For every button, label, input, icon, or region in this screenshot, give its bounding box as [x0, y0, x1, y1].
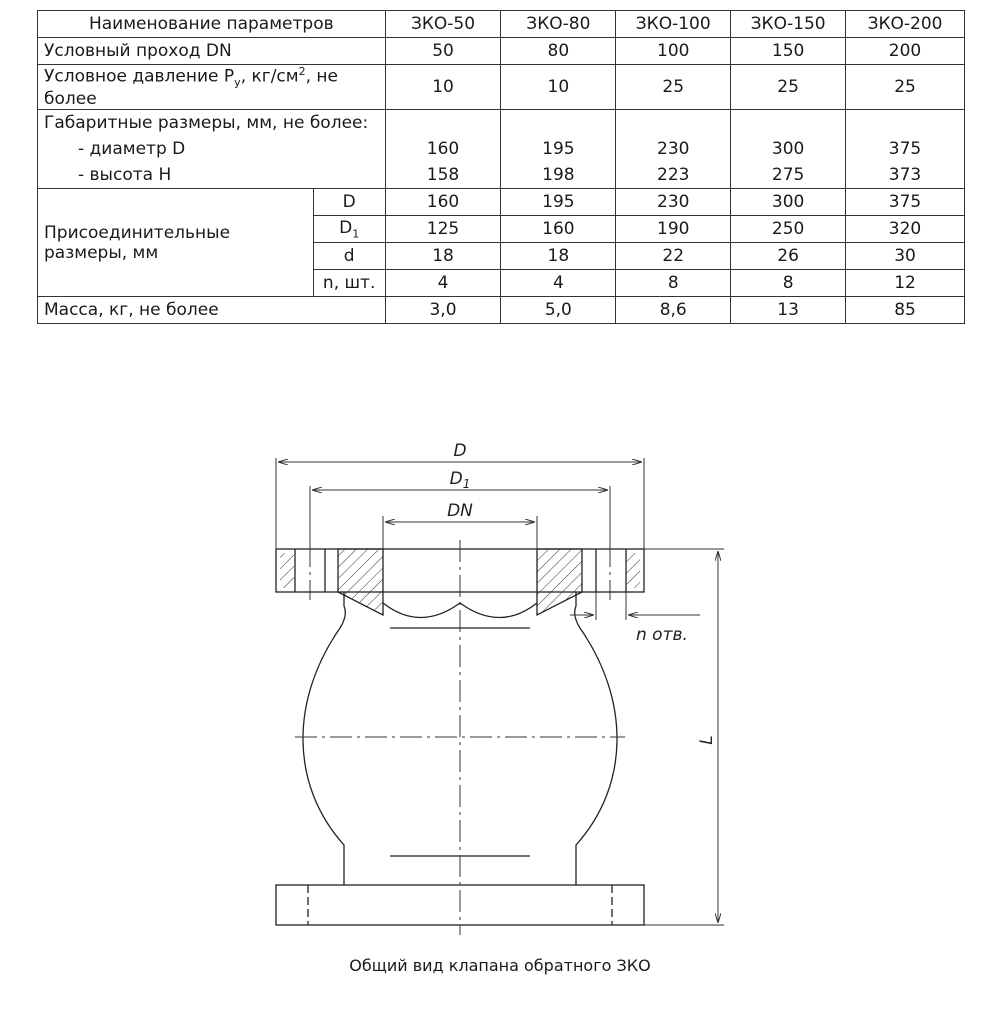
cell: 80 — [501, 38, 616, 65]
dim-D-label: D — [453, 441, 467, 461]
cell: 100 — [616, 38, 731, 65]
cell: 10 — [385, 65, 501, 110]
cell: 26 — [731, 243, 846, 270]
cell: 12 — [846, 270, 965, 297]
row-label: Условное давление $P_у$, $кг/см^2$, не более — [38, 65, 386, 110]
table-row — [38, 38, 965, 65]
cell: 320 — [846, 216, 965, 243]
table-row — [38, 65, 965, 110]
table-row — [38, 189, 965, 216]
cell: 375 373 — [846, 110, 965, 189]
model-header: ЗКО-200 — [846, 11, 965, 38]
sub-label: $D_1$ — [313, 216, 385, 243]
cell: 250 — [731, 216, 846, 243]
cell: 195 — [501, 189, 616, 216]
dim-L-label: L — [697, 735, 717, 745]
param-header: Наименование параметров — [38, 11, 386, 38]
cell: 200 — [846, 38, 965, 65]
cell: 50 — [385, 38, 501, 65]
cell: 25 — [616, 65, 731, 110]
sub-label: d — [313, 243, 385, 270]
sub-label: n, шт. — [313, 270, 385, 297]
dimension-lines — [276, 458, 724, 925]
row-label: Присоединительные размеры, мм — [38, 189, 314, 297]
cell: 230 — [616, 189, 731, 216]
cell: 300 275 — [731, 110, 846, 189]
cell: 3,0 — [385, 297, 501, 324]
cell: 18 — [385, 243, 501, 270]
caption: Общий вид клапана обратного ЗКО — [349, 956, 651, 975]
cell: 160 — [385, 189, 501, 216]
table-row — [38, 110, 965, 189]
cell: 4 — [385, 270, 501, 297]
cell: 18 — [501, 243, 616, 270]
cell: 160 158 — [385, 110, 501, 189]
dimension-labels — [447, 441, 717, 745]
dim-D1-label: $D_1$ — [449, 469, 471, 491]
model-header: ЗКО-150 — [731, 11, 846, 38]
header-row — [38, 11, 965, 38]
model-header: ЗКО-80 — [501, 11, 616, 38]
sub-label: D — [313, 189, 385, 216]
model-header: ЗКО-50 — [385, 11, 501, 38]
cell: 25 — [846, 65, 965, 110]
cell: 160 — [501, 216, 616, 243]
spec-table — [37, 10, 965, 324]
cell: 300 — [731, 189, 846, 216]
cell: 375 — [846, 189, 965, 216]
cell: 230 223 — [616, 110, 731, 189]
cell: 8,6 — [616, 297, 731, 324]
table-row — [38, 297, 965, 324]
model-header: ЗКО-100 — [616, 11, 731, 38]
cell: 85 — [846, 297, 965, 324]
cell: 125 — [385, 216, 501, 243]
row-label: Габаритные размеры, мм, не более: - диаметр D - высота H — [38, 110, 386, 189]
cell: 150 — [731, 38, 846, 65]
cell: 10 — [501, 65, 616, 110]
cell: 195 198 — [501, 110, 616, 189]
cell: 22 — [616, 243, 731, 270]
cell: 25 — [731, 65, 846, 110]
cell: 13 — [731, 297, 846, 324]
cell: 8 — [731, 270, 846, 297]
dim-DN-label: DN — [447, 501, 473, 521]
cell: 190 — [616, 216, 731, 243]
cell: 5,0 — [501, 297, 616, 324]
valve-drawing — [0, 400, 1000, 960]
cell: 8 — [616, 270, 731, 297]
cell: 30 — [846, 243, 965, 270]
row-label: Условный проход DN — [38, 38, 386, 65]
row-label: Масса, кг, не более — [38, 297, 386, 324]
holes-label: n отв. — [636, 625, 688, 645]
cell: 4 — [501, 270, 616, 297]
